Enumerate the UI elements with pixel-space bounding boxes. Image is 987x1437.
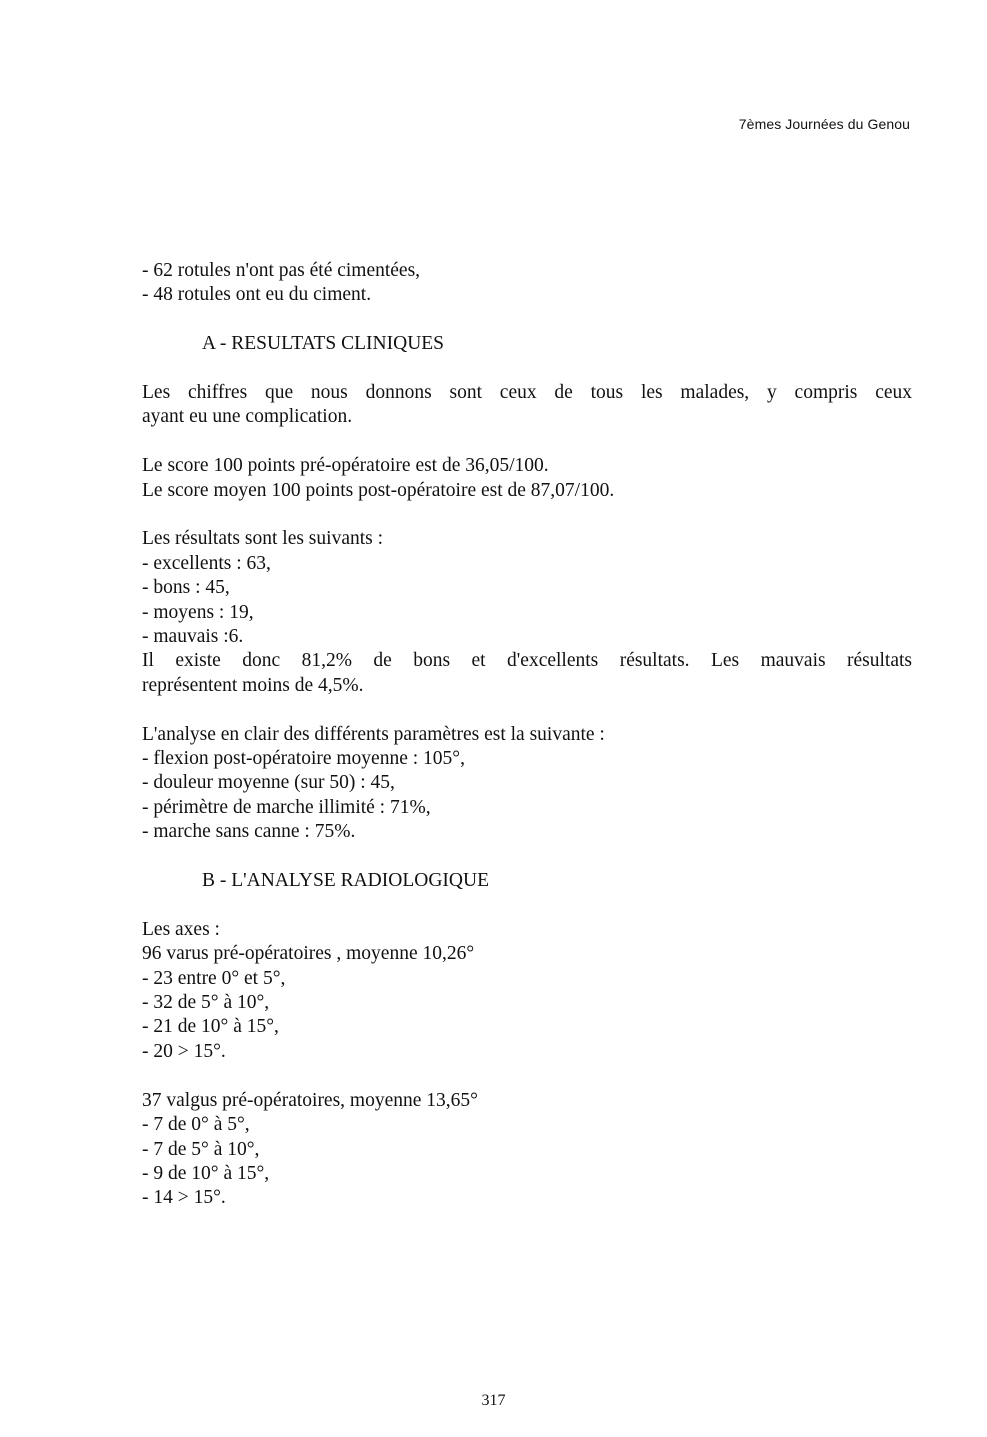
score-preoperative: Le score 100 points pré-opératoire est de 36,05/100.	[142, 455, 549, 477]
list-item: - 7 de 0° à 5°,	[142, 1114, 250, 1136]
list-item: - 62 rotules n'ont pas été cimentées,	[142, 260, 421, 281]
paragraph-line: représentent moins de 4,5%.	[142, 674, 364, 696]
list-item: - 48 rotules ont eu du ciment.	[142, 284, 372, 306]
valgus-title: 37 valgus pré-opératoires, moyenne 13,65°	[142, 1089, 478, 1111]
list-item: - marche sans canne : 75%.	[142, 821, 356, 843]
section-heading-radiological-analysis: B - L'ANALYSE RADIOLOGIQUE	[202, 870, 489, 892]
list-item: - flexion post-opératoire moyenne : 105°,	[142, 748, 465, 770]
score-postoperative: Le score moyen 100 points post-opératoire est de 87,07/100.	[142, 479, 615, 501]
list-item: - 21 de 10° à 15°,	[142, 1016, 279, 1038]
paragraph-line: Les chiffres que nous donnons sont ceux de tous les malades, y compris ceux	[142, 382, 912, 403]
parameters-intro: L'analyse en clair des différents paramètres est la suivante :	[142, 723, 605, 745]
list-item: - 32 de 5° à 10°,	[142, 992, 270, 1014]
list-item: - moyens : 19,	[142, 601, 254, 623]
section-heading-clinical-results: A - RESULTATS CLINIQUES	[202, 333, 445, 355]
page-number: 317	[481, 1392, 506, 1409]
paragraph-line: ayant eu une complication.	[142, 406, 353, 428]
list-item: - 14 > 15°.	[142, 1187, 226, 1209]
page-body	[142, 259, 912, 1211]
list-item: - 20 > 15°.	[142, 1040, 226, 1062]
list-item: - 9 de 10° à 15°,	[142, 1162, 270, 1184]
list-item: - 7 de 5° à 10°,	[142, 1138, 260, 1160]
paragraph-line: Il existe donc 81,2% de bons et d'excellents résultats. Les mauvais résultats	[142, 650, 912, 672]
list-item: - excellents : 63,	[142, 552, 271, 574]
list-item: - mauvais :6.	[142, 626, 244, 648]
list-item: - bons : 45,	[142, 577, 230, 599]
list-item: - douleur moyenne (sur 50) : 45,	[142, 772, 395, 794]
varus-title: 96 varus pré-opératoires , moyenne 10,26°	[142, 943, 475, 965]
running-header: 7èmes Journées du Genou	[738, 116, 910, 132]
results-intro: Les résultats sont les suivants :	[142, 528, 384, 550]
list-item: - 23 entre 0° et 5°,	[142, 967, 286, 989]
list-item: - périmètre de marche illimité : 71%,	[142, 796, 431, 818]
axes-intro: Les axes :	[142, 918, 220, 940]
